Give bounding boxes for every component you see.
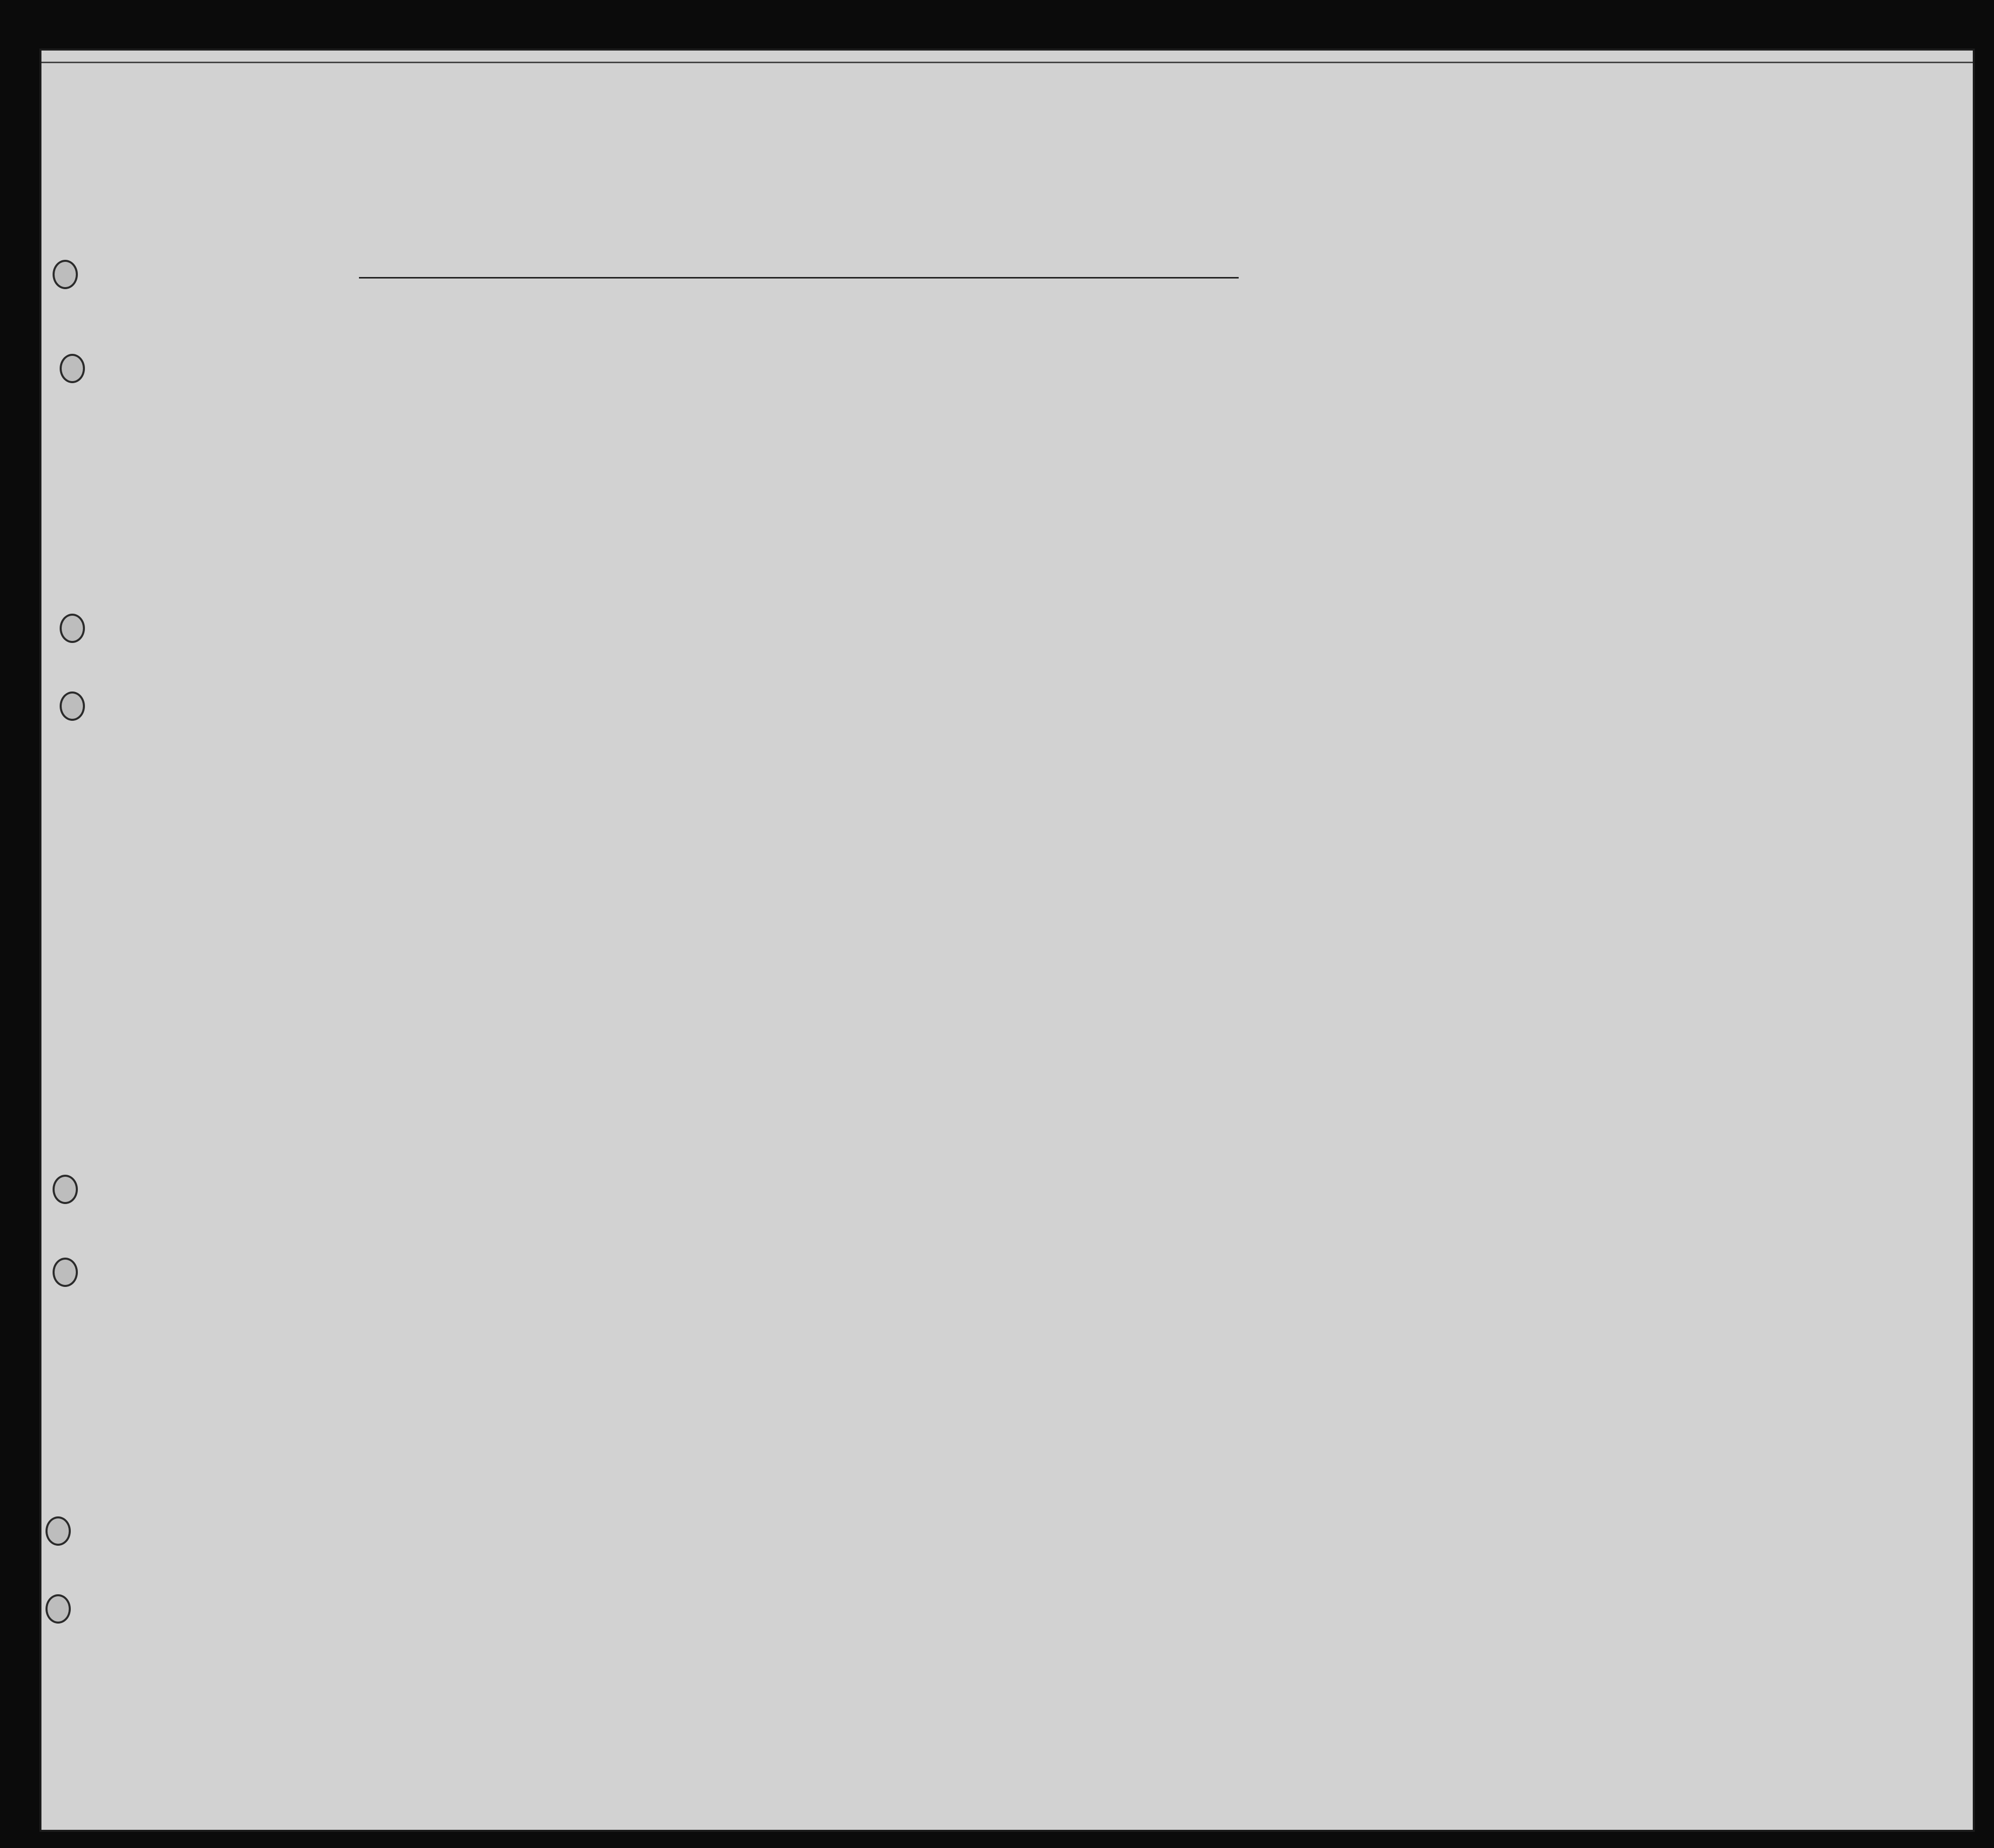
punch-hole [46,1594,71,1624]
punch-hole [46,1516,71,1546]
manifest-grid [41,51,1973,1830]
punch-hole [53,1258,78,1287]
punch-hole [53,260,78,289]
punch-hole [60,354,85,383]
manifest-sheet [39,49,1975,1832]
punch-hole [53,1175,78,1204]
punch-hole [60,691,85,721]
punch-hole [60,614,85,643]
